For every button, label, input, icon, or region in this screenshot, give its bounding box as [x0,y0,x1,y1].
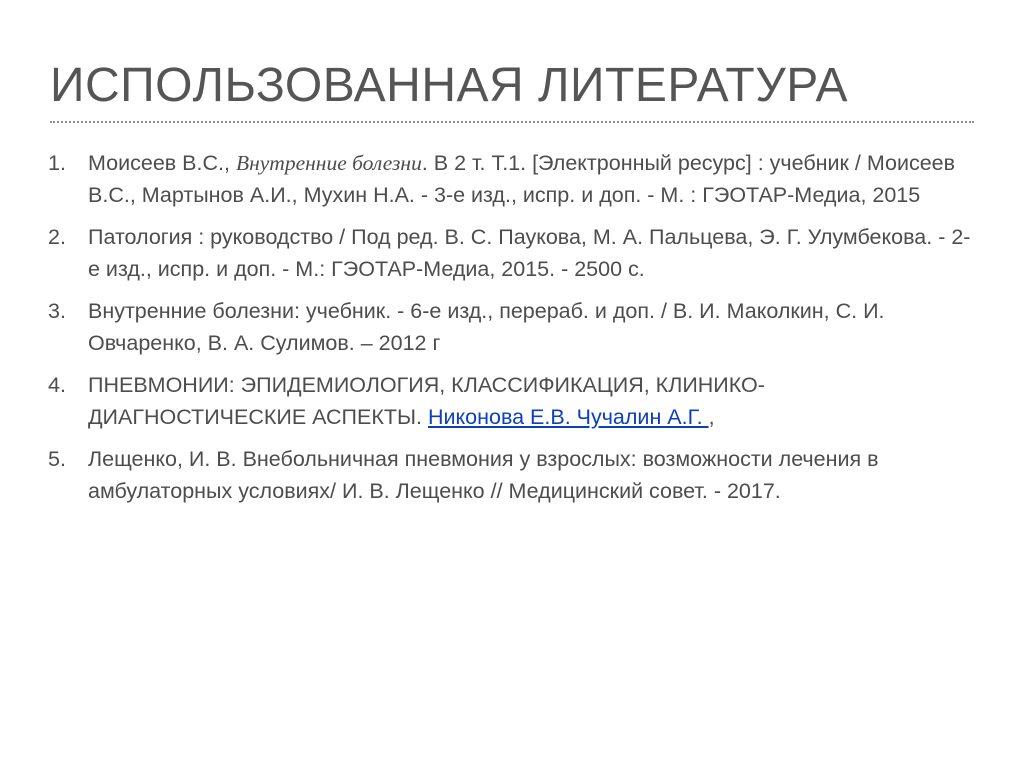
reference-trailing: , [708,404,715,429]
reference-text: ПНЕВМОНИИ: ЭПИДЕМИОЛОГИЯ, КЛАССИФИКАЦИЯ, КЛИНИКО-ДИАГНОСТИЧЕСКИЕ АСПЕКТЫ. [88,373,765,429]
reference-text: Патология : руководство / Под ред. В. С. Паукова, М. А. Пальцева, Э. Г. Улумбекова. - 2-е изд., испр. и доп. - М.: ГЭОТАР-Медиа, 2015. - 2500 с. [88,225,971,281]
reference-item-4 [48,370,978,433]
reference-number: 1. [48,151,66,175]
reference-number: 4. [48,373,66,397]
reference-item-3 [48,296,978,359]
reference-number: 5. [48,447,66,471]
reference-text: Лещенко, И. В. Внебольничная пневмония у взрослых: возможности лечения в амбулаторных условиях/ И. В. Лещенко // Медицинский совет. - 2017. [88,447,879,503]
reference-item-5 [48,444,978,507]
reference-text: Внутренние болезни: учебник. - 6-е изд., перераб. и доп. / В. И. Маколкин, С. И. Овчаренко, В. А. Сулимов. – 2012 г [88,299,885,355]
reference-item-1 [48,148,978,211]
reference-number: 3. [48,299,66,323]
reference-details: . В 2 т. Т.1. [Электронный ресурс] : учебник / Моисеев В.С., Мартынов А.И., Мухин Н.А. - 3-е изд., испр. и доп. - М. : ГЭОТАР-Медиа, 2015 [88,151,956,207]
reference-item-2 [48,222,978,285]
reference-title-italic: Внутренние болезни [235,151,422,175]
author-link[interactable]: Никонова Е.В. Чучалин А.Г. [427,404,709,429]
slide-title: ИСПОЛЬЗОВАННАЯ ЛИТЕРАТУРА [50,59,849,112]
reference-number: 2. [48,225,66,249]
reference-list [48,148,978,518]
reference-author: Моисеев В.С., [88,151,236,175]
title-divider [50,121,974,123]
